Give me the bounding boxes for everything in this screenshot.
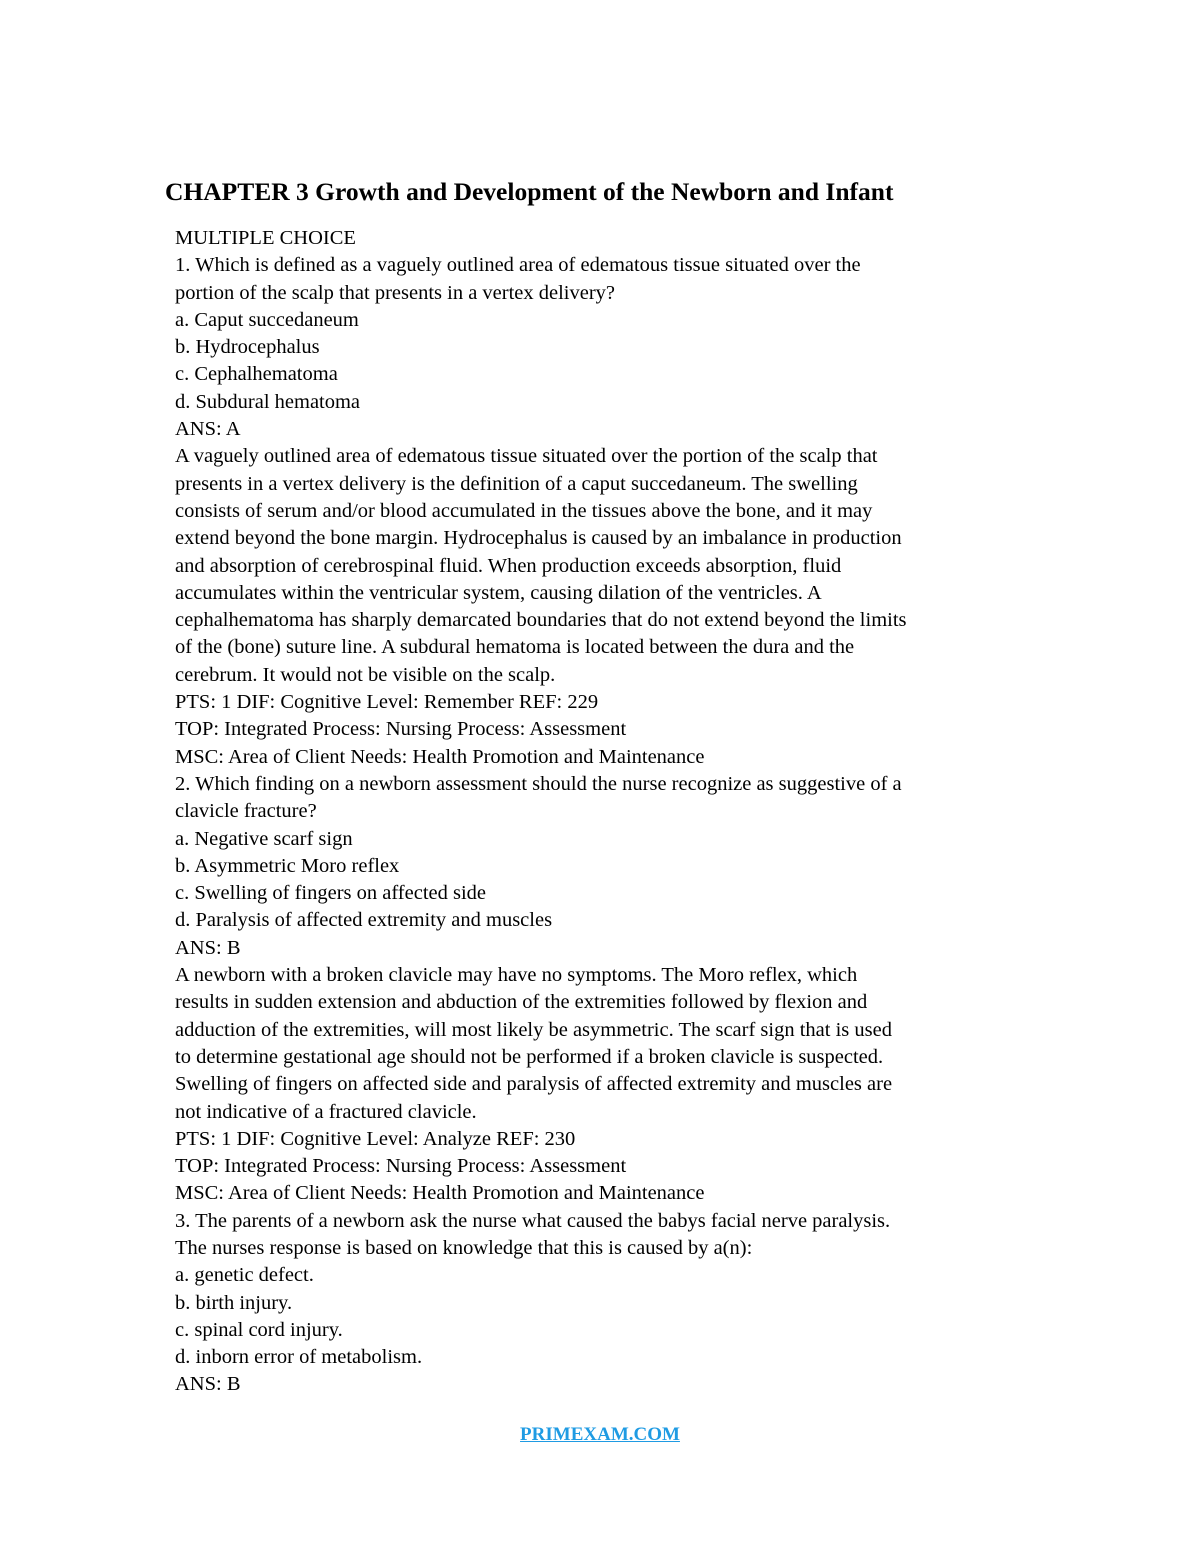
question-1-meta-msc: MSC: Area of Client Needs: Health Promotion and Maintenance [175,745,705,768]
question-1-option-d: d. Subdural hematoma [175,390,361,413]
question-3-option-d: d. inborn error of metabolism. [175,1346,423,1369]
question-2-rationale: Swelling of fingers on affected side and paralysis of affected extremity and muscles are [175,1073,893,1096]
question-1-option-a: a. Caput succedaneum [175,308,359,331]
question-1-rationale: of the (bone) suture line. A subdural hematoma is located between the dura and the [175,636,855,659]
question-2-rationale: adduction of the extremities, will most likely be asymmetric. The scarf sign that is used [175,1018,892,1041]
question-3-text: 3. The parents of a newborn ask the nurse what caused the babys facial nerve paralysis. [175,1209,891,1232]
question-1-meta-top: TOP: Integrated Process: Nursing Process: Assessment [175,718,627,741]
question-1-rationale: accumulates within the ventricular system, causing dilation of the ventricles. A [175,581,822,604]
question-2-rationale: to determine gestational age should not be performed if a broken clavicle is suspected. [175,1045,884,1068]
question-2-option-c: c. Swelling of fingers on affected side [175,882,487,905]
question-2-text: 2. Which finding on a newborn assessment should the nurse recognize as suggestive of a [175,772,902,795]
question-3-text: The nurses response is based on knowledge that this is caused by a(n): [175,1236,753,1259]
question-1-answer: ANS: A [175,418,241,441]
question-1-rationale: presents in a vertex delivery is the definition of a caput succedaneum. The swelling [175,472,858,495]
question-2-text: clavicle fracture? [175,800,317,823]
question-2-option-a: a. Negative scarf sign [175,827,353,850]
question-1-rationale: consists of serum and/or blood accumulated in the tissues above the bone, and it may [175,499,873,522]
question-1-rationale: and absorption of cerebrospinal fluid. When production exceeds absorption, fluid [175,554,842,577]
question-1-rationale: A vaguely outlined area of edematous tissue situated over the portion of the scalp that [175,445,878,468]
question-2-option-b: b. Asymmetric Moro reflex [175,854,400,877]
question-1-rationale: cephalhematoma has sharply demarcated boundaries that do not extend beyond the limits [175,609,907,632]
question-3-option-b: b. birth injury. [175,1291,293,1314]
document-body [175,225,1055,1399]
question-2-rationale: results in sudden extension and abduction of the extremities followed by flexion and [175,991,868,1014]
question-2-rationale: not indicative of a fractured clavicle. [175,1100,477,1123]
question-1-option-c: c. Cephalhematoma [175,363,338,386]
question-2-option-d: d. Paralysis of affected extremity and muscles [175,909,553,932]
question-3-option-a: a. genetic defect. [175,1264,314,1287]
question-2-answer: ANS: B [175,936,241,959]
question-1-rationale: cerebrum. It would not be visible on the scalp. [175,663,556,686]
question-1-text: 1. Which is defined as a vaguely outlined area of edematous tissue situated over the [175,254,861,277]
question-2-meta-pts: PTS: 1 DIF: Cognitive Level: Analyze REF: 230 [175,1127,576,1150]
question-1-rationale: extend beyond the bone margin. Hydrocephalus is caused by an imbalance in production [175,527,902,550]
question-3-answer: ANS: B [175,1373,241,1396]
question-2-rationale: A newborn with a broken clavicle may have no symptoms. The Moro reflex, which [175,964,858,987]
question-1-option-b: b. Hydrocephalus [175,336,320,359]
chapter-title: CHAPTER 3 Growth and Development of the Newborn and Infant [165,177,894,206]
question-2-meta-top: TOP: Integrated Process: Nursing Process: Assessment [175,1155,627,1178]
question-1-meta-pts: PTS: 1 DIF: Cognitive Level: Remember REF: 229 [175,691,599,714]
question-2-meta-msc: MSC: Area of Client Needs: Health Promotion and Maintenance [175,1182,705,1205]
question-1-text: portion of the scalp that presents in a vertex delivery? [175,281,616,304]
section-heading: MULTIPLE CHOICE [175,227,356,249]
question-3-option-c: c. spinal cord injury. [175,1318,343,1341]
footer-link[interactable]: PRIMEXAM.COM [520,1424,680,1445]
